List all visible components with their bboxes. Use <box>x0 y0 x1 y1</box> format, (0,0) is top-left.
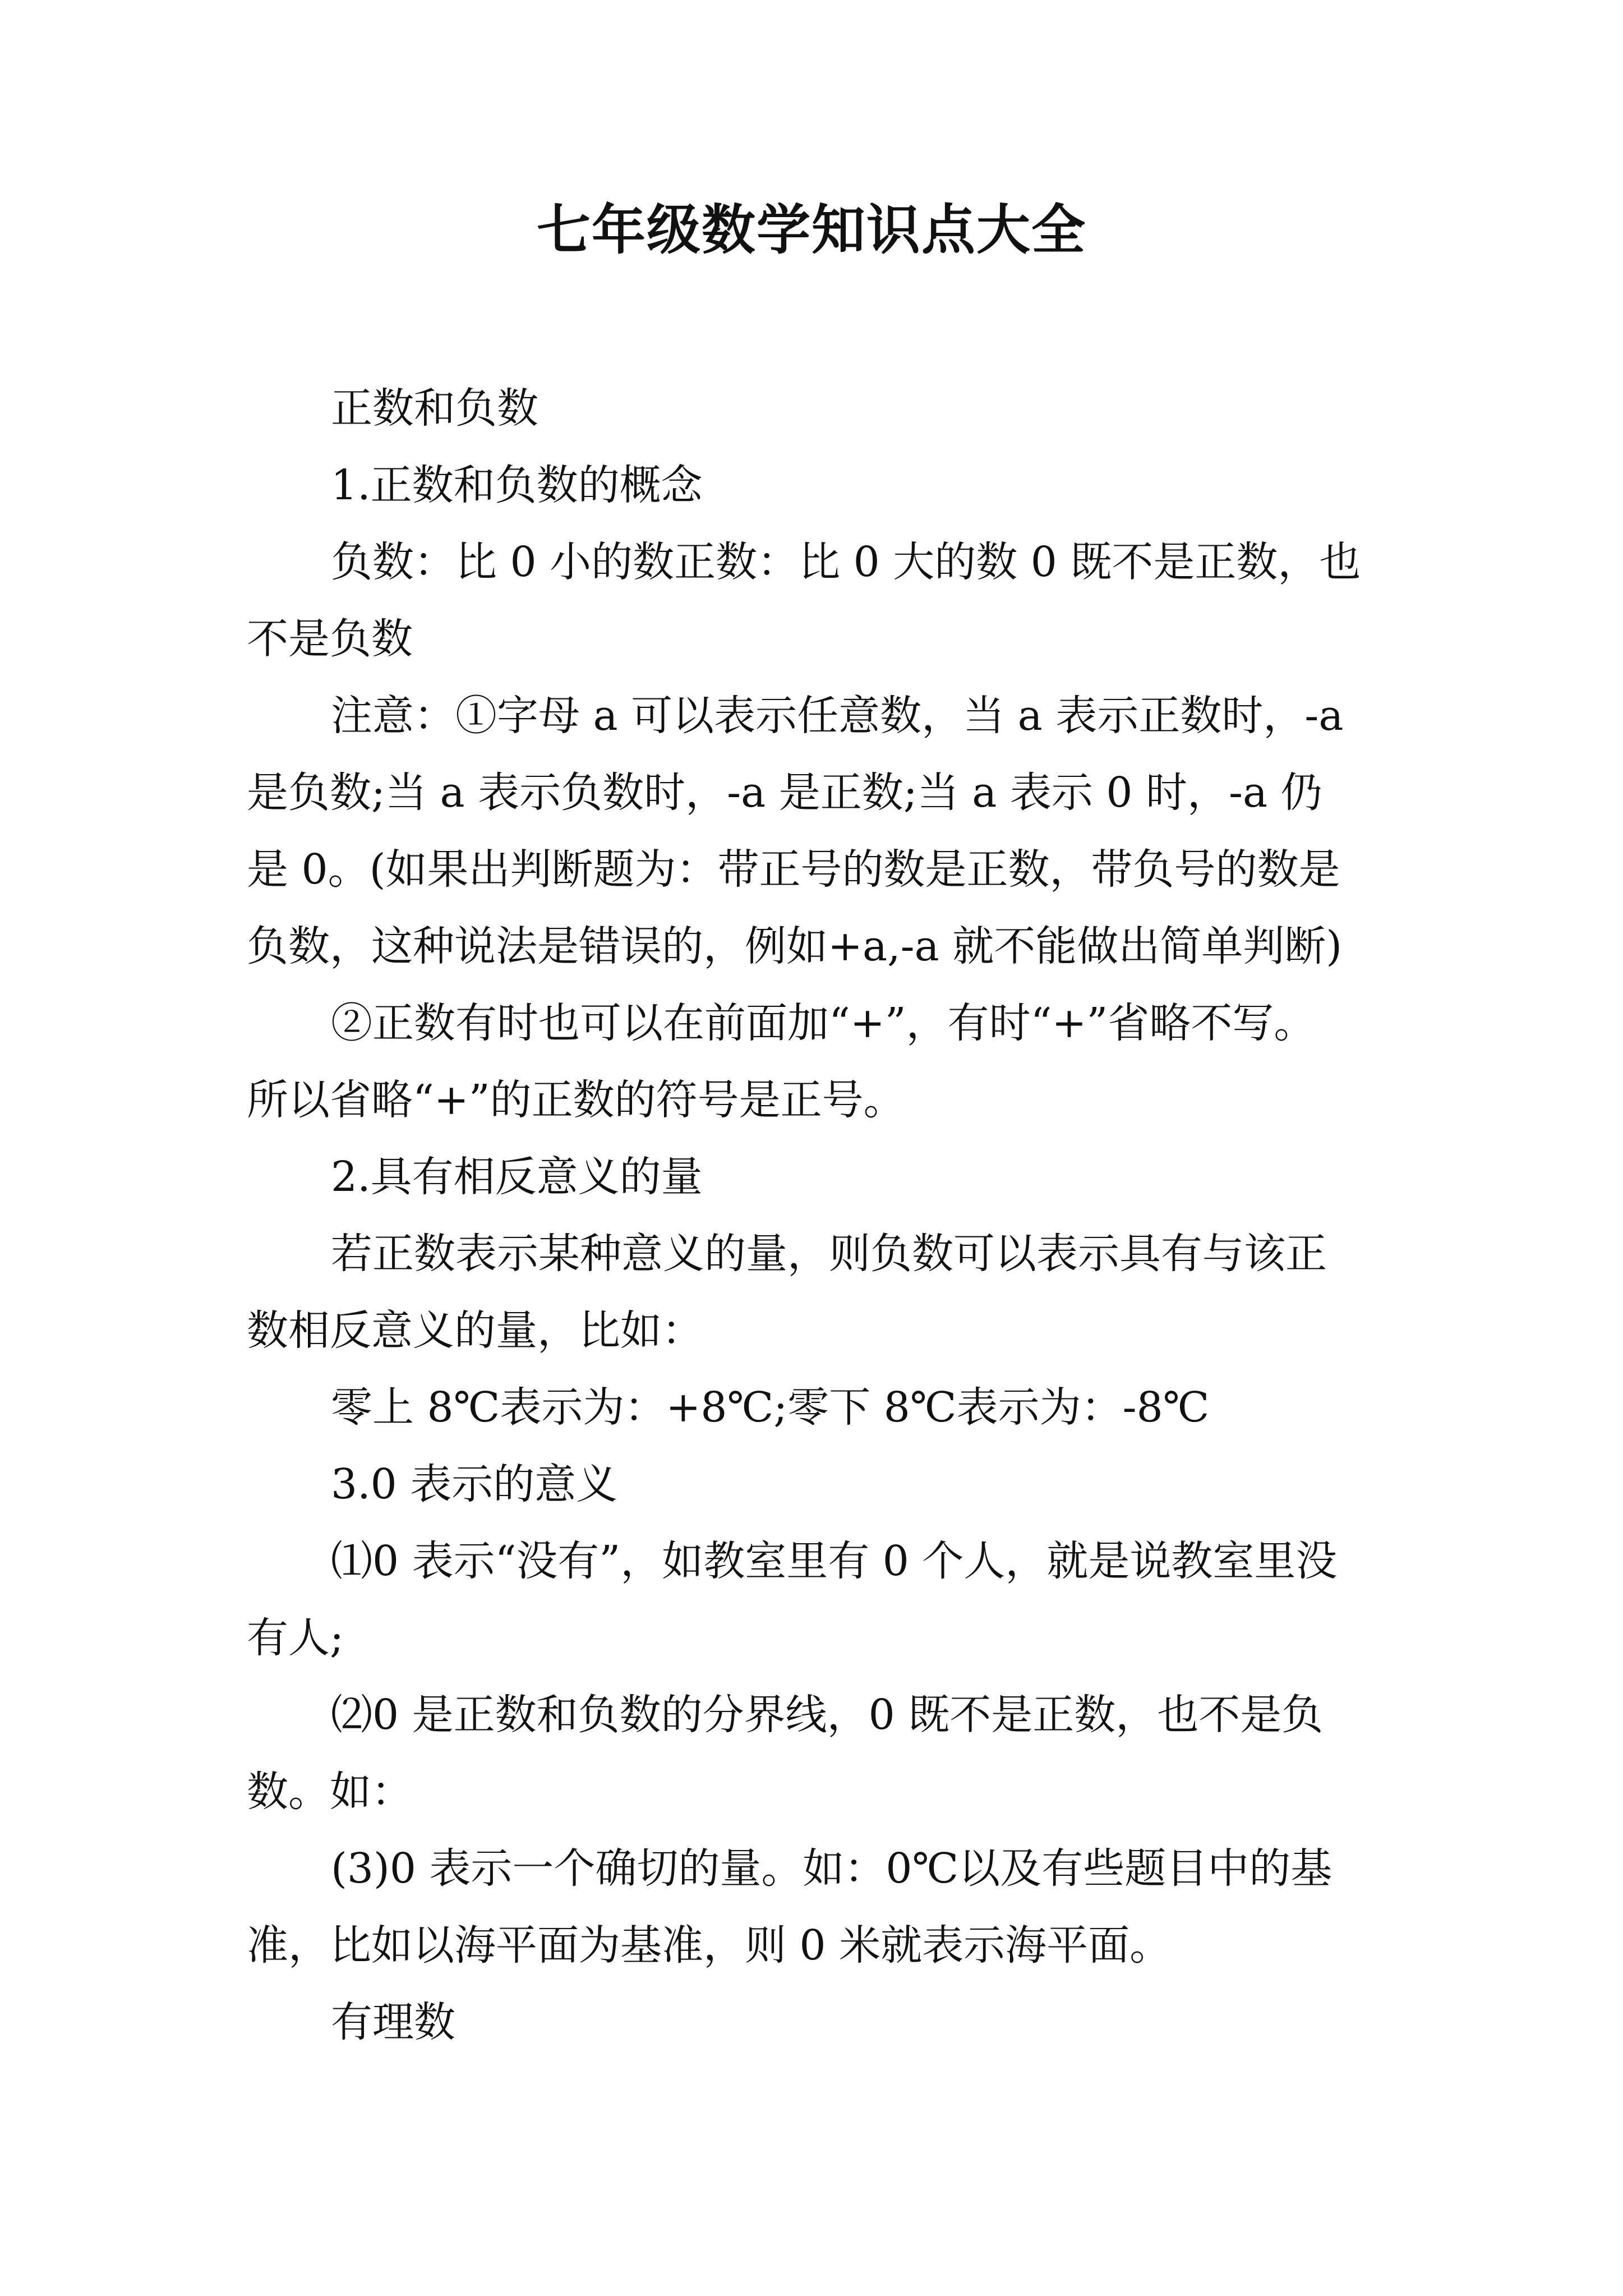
text-line: 是负数;当 a 表示负数时，-a 是正数;当 a 表示 0 时，-a 仍 <box>247 769 1322 817</box>
text-line: 注意：①字母 a 可以表示任意数，当 a 表示正数时，-a <box>331 692 1344 740</box>
text-line: ②正数有时也可以在前面加“+”，有时“+”省略不写。 <box>331 999 1316 1047</box>
text-line: 1.正数和负数的概念 <box>331 461 703 509</box>
text-line: 数。如： <box>247 1768 413 1816</box>
document-body <box>247 370 1402 2061</box>
text-line: 是 0。(如果出判断题为：带正号的数是正数，带负号的数是 <box>247 845 1340 894</box>
text-line: 有理数 <box>331 1998 455 2046</box>
text-line: 负数，这种说法是错误的，例如+a,-a 就不能做出简单判断) <box>247 922 1343 970</box>
text-line: 3.0 表示的意义 <box>331 1460 618 1508</box>
text-line: (3)0 表示一个确切的量。如：0℃以及有些题目中的基 <box>331 1844 1332 1893</box>
text-line: 不是负数 <box>247 615 413 663</box>
text-line: 所以省略“+”的正数的符号是正号。 <box>247 1076 905 1124</box>
document-title: 七年级数学知识点大全 <box>537 198 1086 261</box>
text-line: 数相反意义的量，比如： <box>247 1306 703 1355</box>
text-line: 准，比如以海平面为基准，则 0 米就表示海平面。 <box>247 1921 1172 1970</box>
text-line: 若正数表示某种意义的量，则负数可以表示具有与该正 <box>331 1230 1327 1278</box>
text-line: 有人; <box>247 1614 344 1662</box>
text-line: ⑴0 表示“没有”，如教室里有 0 个人，就是说教室里没 <box>331 1537 1338 1585</box>
text-line: 正数和负数 <box>331 384 538 432</box>
text-line: 负数：比 0 小的数正数：比 0 大的数 0 既不是正数，也 <box>331 538 1361 586</box>
text-line: ⑵0 是正数和负数的分界线，0 既不是正数，也不是负 <box>331 1691 1324 1739</box>
text-line: 零上 8℃表示为：+8℃;零下 8℃表示为：-8℃ <box>331 1383 1210 1432</box>
text-line: 2.具有相反意义的量 <box>331 1153 703 1201</box>
